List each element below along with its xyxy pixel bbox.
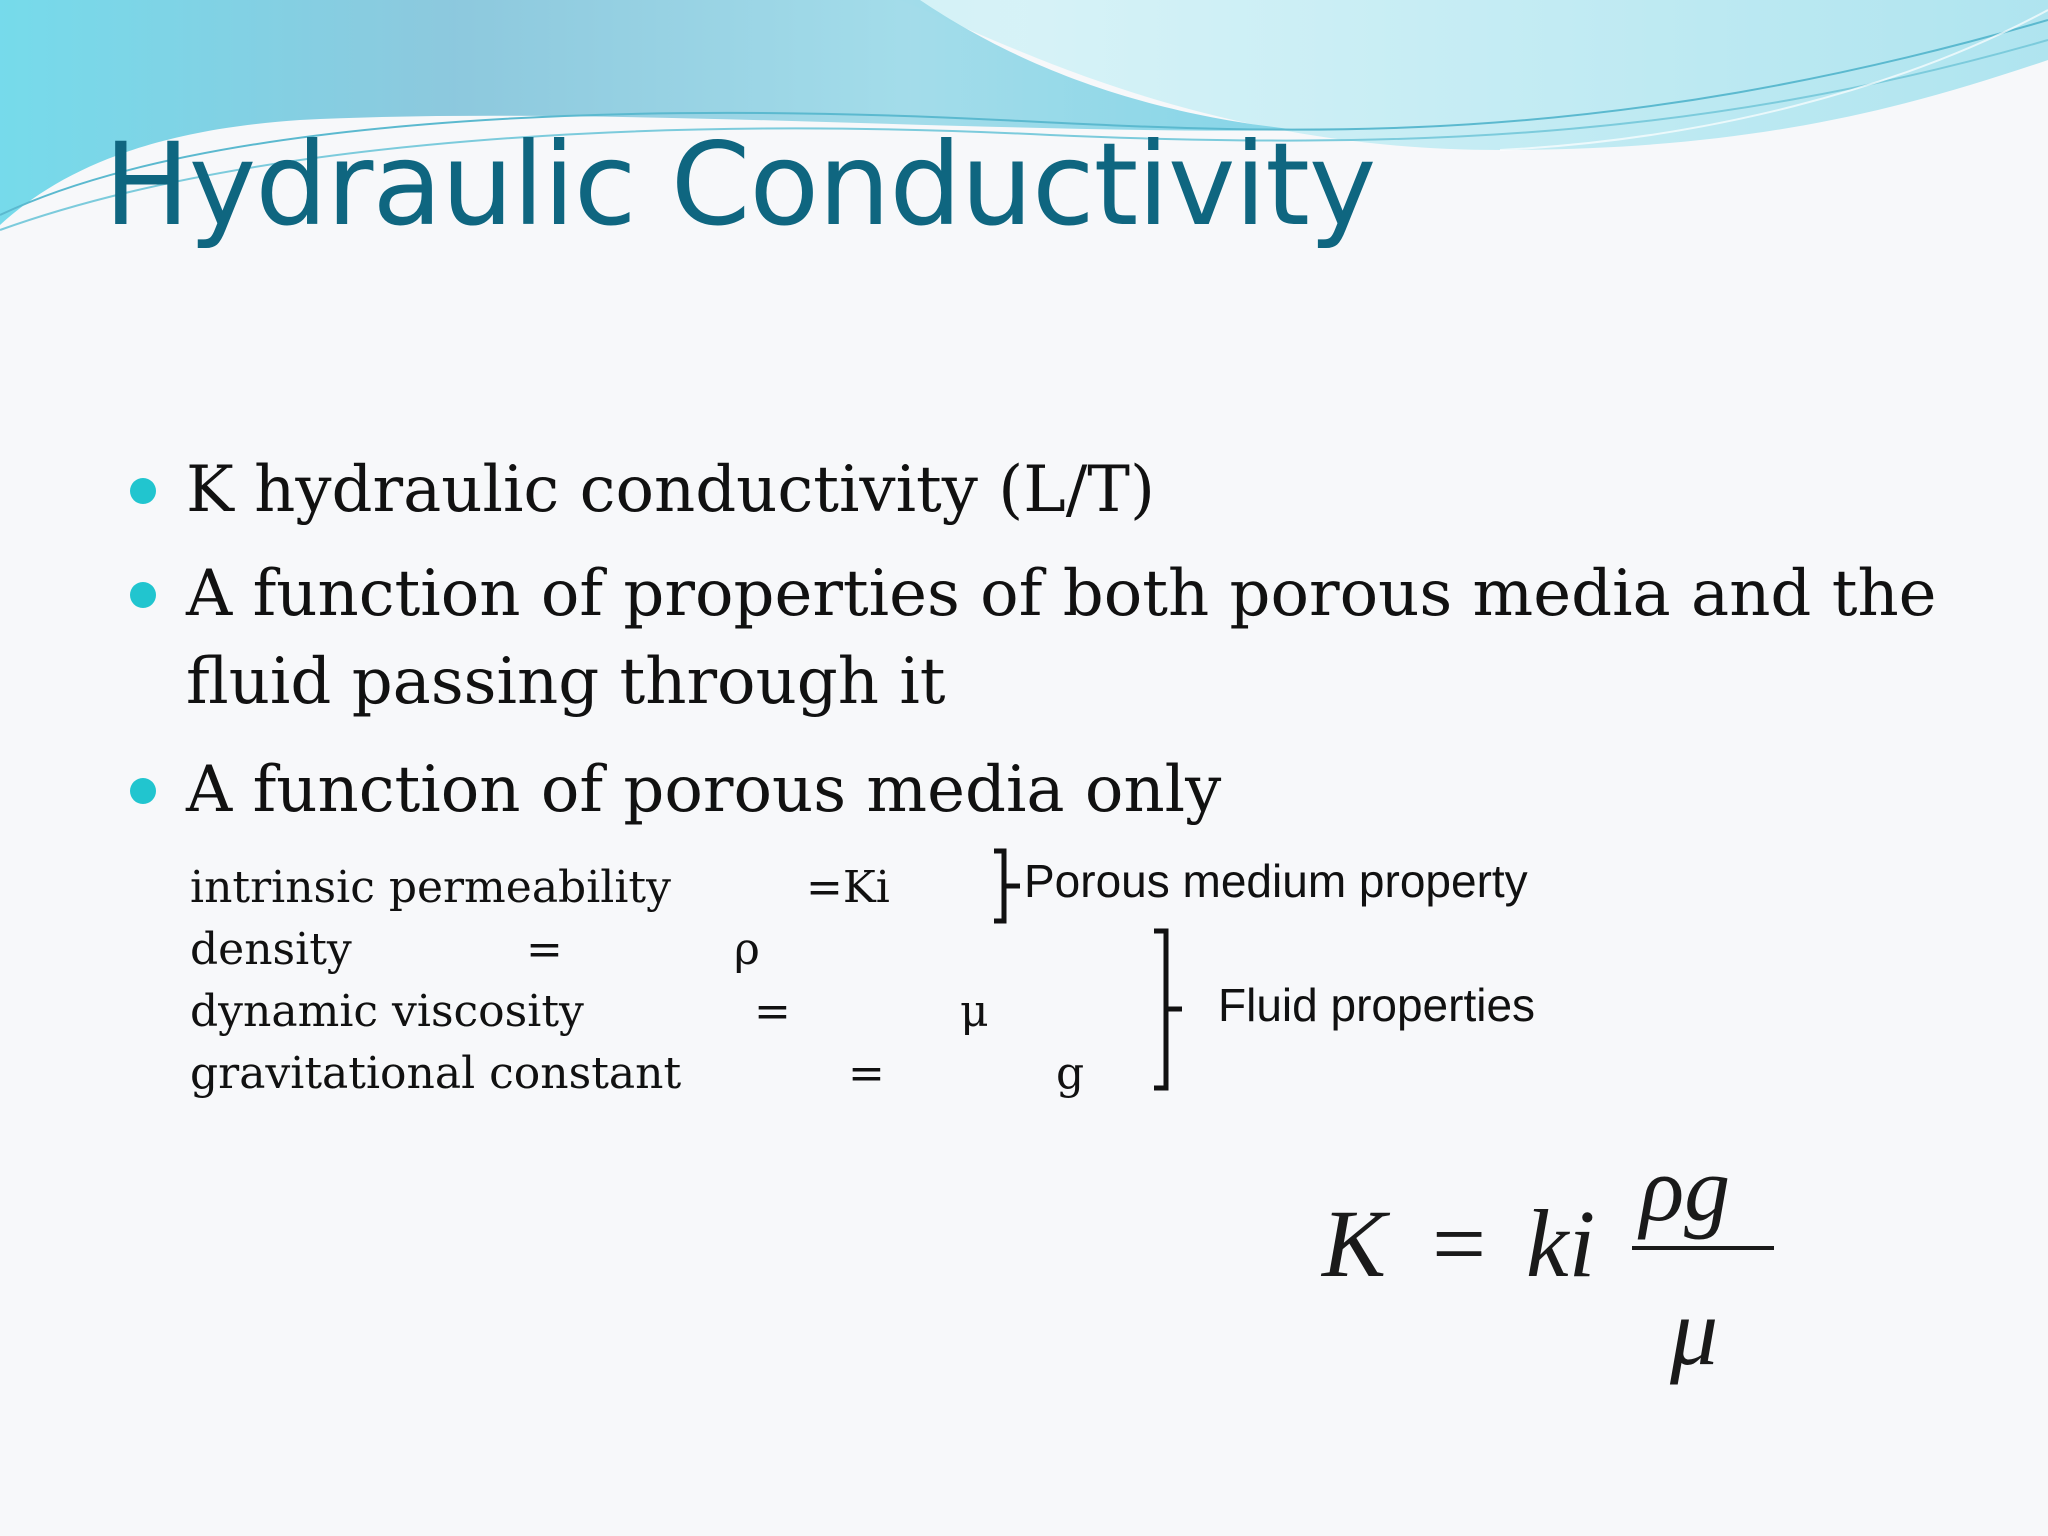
property-symbol: ρ <box>734 924 760 975</box>
formula-equals: = <box>1432 1190 1487 1297</box>
property-equals: = <box>526 924 563 975</box>
formula-numerator: ρg <box>1640 1138 1731 1240</box>
property-name: density <box>190 924 352 975</box>
property-name: gravitational constant <box>190 1048 682 1099</box>
bullet-dot-icon <box>130 778 156 804</box>
bullet-item: A function of properties of both porous media and the <box>186 557 1937 631</box>
property-name: dynamic viscosity <box>190 986 584 1037</box>
bullet-item: K hydraulic conductivity (L/T) <box>186 453 1155 527</box>
formula-coefficient: ki <box>1526 1190 1596 1297</box>
fluid-properties-label: Fluid properties <box>1218 979 1536 1031</box>
property-equals: =Ki <box>806 862 890 913</box>
brace-fluid-icon <box>1150 928 1190 1092</box>
property-name: intrinsic permeability <box>190 862 671 913</box>
porous-medium-label: Porous medium property <box>1024 855 1528 907</box>
bullet-item-continuation: fluid passing through it <box>186 645 946 719</box>
bullet-dot-icon <box>130 582 156 608</box>
bullet-dot-icon <box>130 478 156 504</box>
formula-fraction-bar <box>1632 1246 1774 1250</box>
bullet-item: A function of porous media only <box>186 753 1222 827</box>
slide-title: Hydraulic Conductivity <box>104 118 1376 251</box>
property-symbol: μ <box>960 986 989 1037</box>
formula-denominator: μ <box>1670 1278 1719 1385</box>
property-equals: = <box>754 986 791 1037</box>
property-equals: = <box>848 1048 885 1099</box>
formula-lhs: K <box>1322 1190 1387 1297</box>
property-symbol: g <box>1056 1048 1085 1099</box>
